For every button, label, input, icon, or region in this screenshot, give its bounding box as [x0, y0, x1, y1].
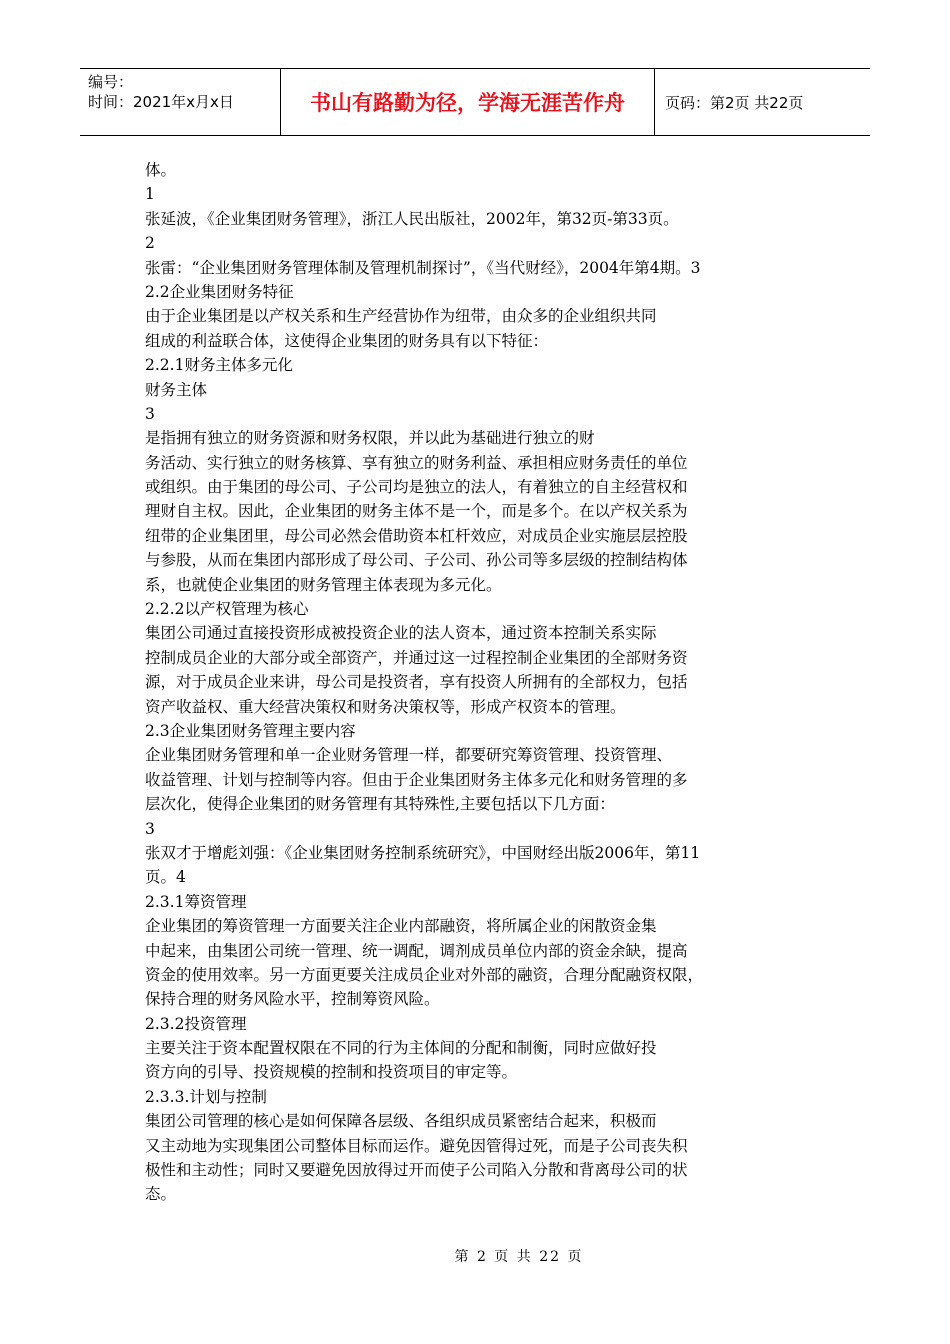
page-header — [80, 68, 870, 136]
text-line: 主要关注于资本配置权限在不同的行为主体间的分配和制衡，同时应做好投 — [145, 1039, 657, 1058]
text-line: 2 — [145, 234, 155, 253]
text-line: 资金的使用效率。另一方面更要关注成员企业对外部的融资，合理分配融资权限， — [145, 965, 704, 984]
text-line: 财务主体 — [145, 380, 208, 399]
text-line: 张雷：“企业集团财务管理体制及管理机制探讨”，《当代财经》，2004年第4期。3 — [145, 258, 701, 277]
text-line: 与参股，从而在集团内部形成了母公司、子公司、孙公司等多层级的控制结构体 — [145, 551, 688, 570]
text-line: 2.3企业集团财务管理主要内容 — [145, 721, 356, 740]
text-line: 中起来，由集团公司统一管理、统一调配，调剂成员单位内部的资金余缺，提高 — [145, 941, 688, 960]
text-line: 2.3.2投资管理 — [145, 1014, 247, 1033]
text-line: 页。4 — [145, 868, 186, 887]
text-line: 2.3.1筹资管理 — [145, 892, 247, 911]
motto-text: 书山有路勤为径，学海无涯苦作舟 — [310, 91, 625, 115]
text-line: 纽带的企业集团里，母公司必然会借助资本杠杆效应，对成员企业实施层层控股 — [145, 526, 688, 545]
text-line: 务活动、实行独立的财务核算、享有独立的财务利益、承担相应财务责任的单位 — [145, 453, 688, 472]
text-line: 2.2企业集团财务特征 — [145, 282, 294, 301]
motto-cell — [280, 69, 655, 135]
text-line: 理财自主权。因此，企业集团的财务主体不是一个，而是多个。在以产权关系为 — [145, 502, 688, 521]
page-number-cell — [655, 69, 870, 135]
text-line: 收益管理、计划与控制等内容。但由于企业集团财务主体多元化和财务管理的多 — [145, 770, 688, 789]
text-line: 保持合理的财务风险水平，控制筹资风险。 — [145, 990, 440, 1009]
text-line: 1 — [145, 185, 155, 204]
text-line: 系，也就使企业集团的财务管理主体表现为多元化。 — [145, 575, 502, 594]
text-line: 极性和主动性；同时又要避免因放得过开而使子公司陷入分散和背离母公司的状 — [145, 1161, 688, 1180]
text-line: 控制成员企业的大部分或全部资产，并通过这一过程控制企业集团的全部财务资 — [145, 648, 688, 667]
text-line: 源，对于成员企业来讲，母公司是投资者，享有投资人所拥有的全部权力，包括 — [145, 673, 688, 692]
text-line: 3 — [145, 404, 155, 423]
text-line: 2.2.1财务主体多元化 — [145, 356, 293, 375]
footer-page-text: 第 2 页 共 22 页 — [454, 1249, 584, 1265]
page-footer — [0, 1246, 950, 1266]
text-line: 集团公司管理的核心是如何保障各层级、各组织成员紧密结合起来，积极而 — [145, 1112, 657, 1131]
text-line: 2.2.2以产权管理为核心 — [145, 600, 309, 619]
text-line: 组成的利益联合体，这使得企业集团的财务具有以下特征： — [145, 331, 549, 350]
text-line: 张双才于增彪刘强：《企业集团财务控制系统研究》，中国财经出版2006年，第11 — [145, 843, 701, 862]
text-line: 资方向的引导、投资规模的控制和投资项目的审定等。 — [145, 1063, 518, 1082]
header-info-cell — [80, 69, 280, 135]
text-line: 集团公司通过直接投资形成被投资企业的法人资本，通过资本控制关系实际 — [145, 624, 657, 643]
text-line: 态。 — [145, 1185, 177, 1204]
text-line: 体。 — [145, 161, 177, 179]
page-number-label: 页码：第2页 共22页 — [665, 93, 804, 112]
text-line: 由于企业集团是以产权关系和生产经营协作为纽带，由众多的企业组织共同 — [145, 307, 657, 326]
text-line: 2.3.3.计划与控制 — [145, 1087, 267, 1106]
time-label: 时间：2021年x月x日 — [88, 93, 234, 111]
text-line: 企业集团财务管理和单一企业财务管理一样，都要研究筹资管理、投资管理、 — [145, 746, 673, 765]
text-line: 3 — [145, 819, 155, 838]
text-line: 企业集团的筹资管理一方面要关注企业内部融资，将所属企业的闲散资金集 — [145, 917, 657, 936]
document-body — [145, 158, 785, 1207]
text-line: 是指拥有独立的财务资源和财务权限，并以此为基础进行独立的财 — [145, 429, 595, 448]
text-line: 或组织。由于集团的母公司、子公司均是独立的法人，有着独立的自主经营权和 — [145, 478, 688, 497]
text-line: 张延波，《企业集团财务管理》，浙江人民出版社，2002年，第32页-第33页。 — [145, 209, 679, 228]
number-label: 编号： — [88, 73, 134, 91]
text-line: 资产收益权、重大经营决策权和财务决策权等，形成产权资本的管理。 — [145, 697, 626, 716]
text-line: 又主动地为实现集团公司整体目标而运作。避免因管得过死，而是子公司丧失积 — [145, 1136, 688, 1155]
text-line: 层次化，使得企业集团的财务管理有其特殊性,主要包括以下几方面： — [145, 795, 615, 814]
